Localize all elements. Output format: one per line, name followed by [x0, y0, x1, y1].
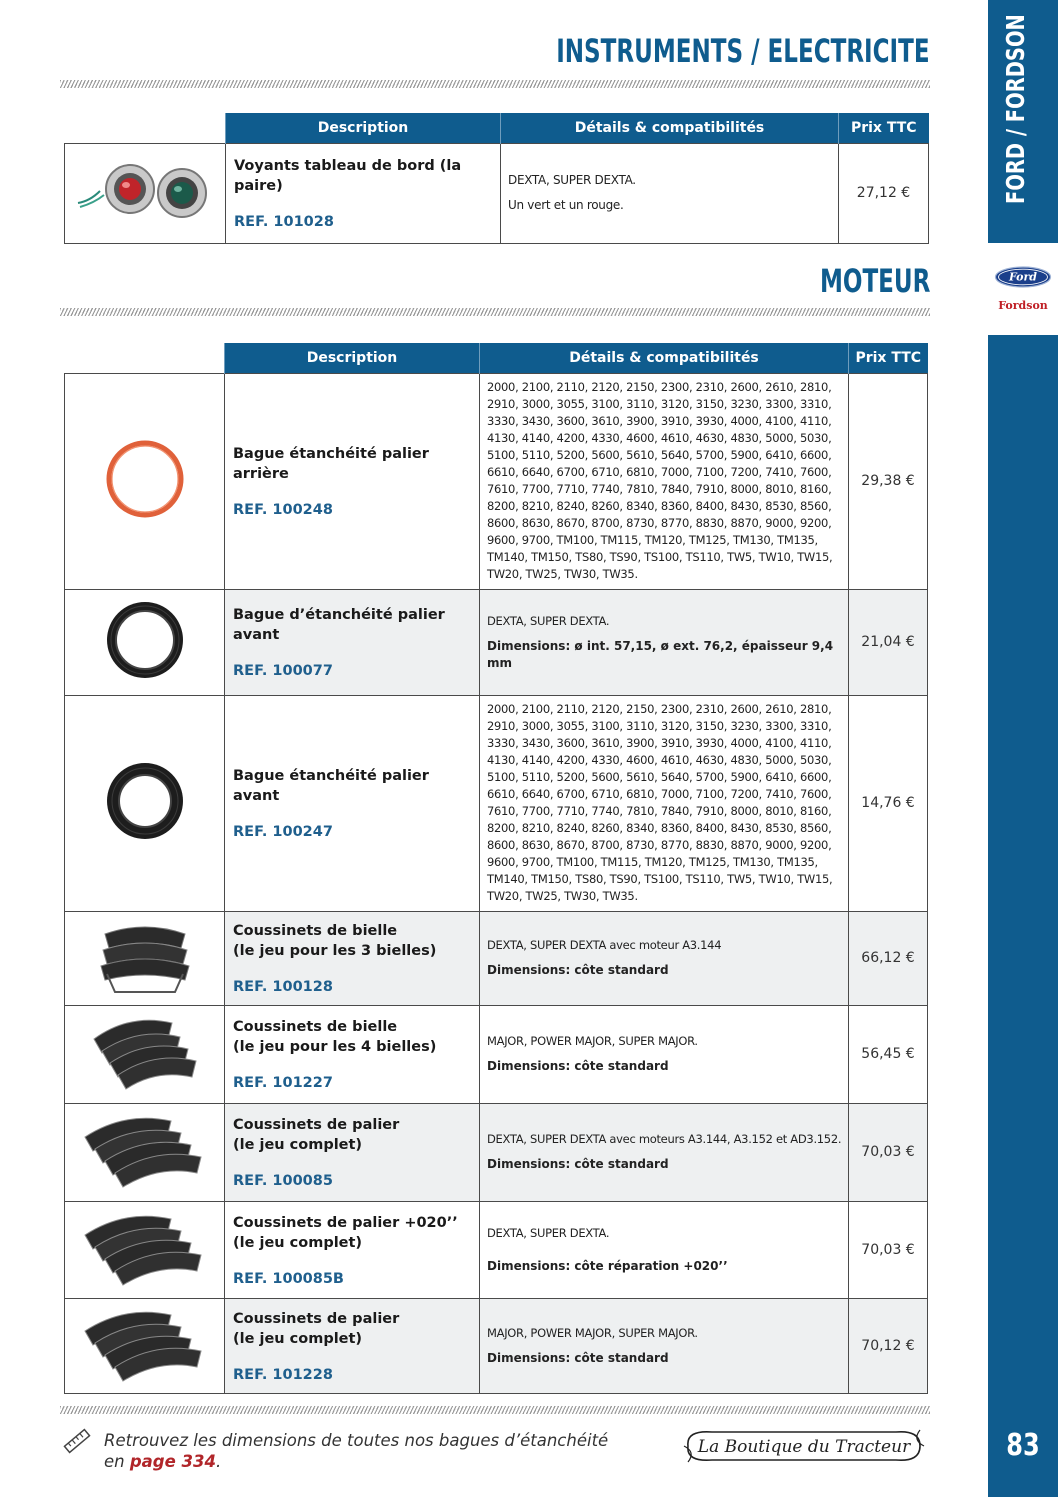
bearing-shells-image — [85, 914, 205, 998]
product-description — [225, 373, 480, 589]
product-name-detail: (le jeu complet) — [233, 1137, 363, 1153]
hatch-divider — [60, 1406, 930, 1414]
product-price: 29,38 € — [849, 373, 928, 589]
product-name: Bague d’étanchéité palier avant — [233, 607, 445, 643]
product-ref: REF. 101227 — [233, 1075, 333, 1091]
product-name: Voyants tableau de bord (la paire) — [234, 158, 462, 194]
dimensions-text: Dimensions: ø int. 57,15, ø ext. 76,2, épaisseur 9,4 mm — [487, 638, 834, 670]
product-details — [480, 373, 849, 589]
ford-badge-text: Ford — [1008, 270, 1038, 284]
product-image-cell — [65, 911, 225, 1005]
product-ref: REF. 100247 — [233, 824, 333, 840]
boutique-logo-text: La Boutique du Tracteur — [697, 1437, 911, 1457]
product-image-cell — [65, 1201, 225, 1298]
product-name: Coussinets de palier — [233, 1310, 400, 1327]
compatibility-text: DEXTA, SUPER DEXTA avec moteurs A3.144, A3.152 et AD3.152. — [487, 1132, 842, 1146]
product-details — [480, 1005, 849, 1103]
product-name: Coussinets de palier — [233, 1117, 400, 1133]
product-description — [226, 143, 501, 243]
product-price: 70,12 € — [849, 1298, 928, 1393]
table-row — [65, 1201, 928, 1298]
orange-seal-ring-image — [100, 434, 190, 524]
product-price: 70,03 € — [849, 1201, 928, 1298]
bearing-shells-image — [75, 1301, 215, 1387]
product-table-instruments — [64, 113, 929, 244]
side-bar — [988, 335, 1058, 1497]
hatch-divider — [60, 80, 930, 88]
product-name-detail: (le jeu pour les 4 bielles) — [233, 1039, 437, 1055]
header-details: Détails & compatibilités — [501, 113, 839, 143]
product-name-detail: (le jeu complet) — [233, 1330, 363, 1347]
compatibility-text: MAJOR, POWER MAJOR, SUPER MAJOR. — [487, 1325, 698, 1340]
product-image-cell — [65, 589, 225, 695]
table-row — [65, 373, 928, 589]
table-row — [65, 911, 928, 1005]
header-details: Détails & compatibilités — [480, 343, 849, 373]
product-ref: REF. 101228 — [233, 1366, 333, 1383]
product-description — [225, 911, 480, 1005]
footer-line-1: Retrouvez les dimensions de toutes nos bagues d’étanchéité — [104, 1431, 609, 1450]
product-description — [225, 1005, 480, 1103]
ford-badge-icon — [994, 266, 1052, 288]
compatibility-text: DEXTA, SUPER DEXTA. — [508, 173, 636, 187]
fordson-wordmark: Fordson — [998, 299, 1048, 312]
header-description: Description — [225, 343, 480, 373]
product-ref: REF. 100248 — [233, 502, 333, 518]
compatibility-text: DEXTA, SUPER DEXTA. — [487, 613, 610, 628]
dimensions-text: Dimensions: côte réparation +020’’ — [487, 1258, 728, 1273]
product-price: 56,45 € — [849, 1005, 928, 1103]
product-name: Coussinets de bielle — [233, 923, 398, 939]
product-price: 66,12 € — [849, 911, 928, 1005]
product-details — [480, 589, 849, 695]
header-spacer — [65, 113, 226, 143]
product-ref: REF. 100077 — [233, 663, 333, 679]
ruler-pencil-icon — [62, 1428, 92, 1454]
table-row — [65, 143, 929, 243]
header-price: Prix TTC — [839, 113, 929, 143]
product-description — [225, 1103, 480, 1201]
product-description — [225, 589, 480, 695]
dimensions-text: Dimensions: côte standard — [487, 1059, 669, 1073]
compatibility-text: DEXTA, SUPER DEXTA. — [487, 1225, 610, 1240]
black-oil-seal-image — [100, 756, 190, 846]
table-row — [65, 589, 928, 695]
bearing-shells-image — [75, 1205, 215, 1291]
product-name: Bague étanchéité palier arrière — [233, 446, 429, 482]
bearing-shells-image — [80, 1009, 210, 1095]
footer-suffix: . — [216, 1452, 222, 1471]
product-image-cell — [65, 143, 226, 243]
product-image-cell — [65, 1103, 225, 1201]
dimensions-text: Dimensions: côte standard — [487, 1350, 669, 1365]
product-details — [480, 1103, 849, 1201]
product-price: 27,12 € — [839, 143, 929, 243]
dimensions-text: Dimensions: côte standard — [487, 963, 669, 977]
product-description — [225, 695, 480, 911]
product-description — [225, 1298, 480, 1393]
indicator-lights-image — [70, 151, 220, 231]
product-image-cell — [65, 1298, 225, 1393]
compatibility-text: 2000, 2100, 2110, 2120, 2150, 2300, 2310, 2600, 2610, 2810, 2910, 3000, 3055, 3100, 3110, 3120, 3150, 3230, 3300, 3310, 3330, 3430, 3600, 3610, 3900, 3910, 3930, 4000, 4100, 4110, 4130, 4140, 4200, 4330, 4600, 4610, 4630, 4830, 5000, 5030, 5100, 5110, 5200, 5600, 5610, 5640, 5700, 5900, 6410, 6600, 6610, 6640, 6700, 6710, 6810, 7000, 7100, 7200, 7410, 7600, 7610, 7700, 7710, 7740, 7810, 7840, 7910, 8000, 8010, 8160, 8200, 8210, 8240, 8260, 8340, 8360, 8400, 8430, 8530, 8560, 8600, 8630, 8670, 8700, 8730, 8770, 8830, 8870, 9000, 9200, 9600, 9700, TM100, TM115, TM120, TM125, TM130, TM135, TM140, TM150, TS80, TS90, TS100, TS110, TW5, TW10, TW15, TW20, TW25, TW30, TW35. — [487, 702, 833, 903]
product-details — [480, 1298, 849, 1393]
product-image-cell — [65, 695, 225, 911]
product-ref: REF. 101028 — [234, 214, 334, 230]
compatibility-text: DEXTA, SUPER DEXTA avec moteur A3.144 — [487, 938, 722, 952]
footer-line-2 — [104, 1451, 608, 1472]
side-tab-label: FORD / FORDSON — [1001, 14, 1030, 204]
section-title-moteur: MOTEUR — [819, 262, 930, 300]
product-image-cell — [65, 373, 225, 589]
product-price: 70,03 € — [849, 1103, 928, 1201]
product-details — [480, 1201, 849, 1298]
boutique-logo — [682, 1422, 926, 1468]
product-name: Coussinets de bielle — [233, 1019, 398, 1035]
product-details — [480, 911, 849, 1005]
black-oil-seal-image — [100, 595, 190, 685]
dimensions-text: Dimensions: côte standard — [487, 1157, 669, 1171]
table-row — [65, 695, 928, 911]
product-name: Coussinets de palier +020’’ — [233, 1214, 458, 1231]
table-row — [65, 1103, 928, 1201]
section-title-instruments: INSTRUMENTS / ELECTRICITE — [556, 32, 930, 70]
bearing-shells-image — [75, 1107, 215, 1193]
compatibility-text: MAJOR, POWER MAJOR, SUPER MAJOR. — [487, 1034, 698, 1048]
header-spacer — [65, 343, 225, 373]
product-price: 21,04 € — [849, 589, 928, 695]
header-description: Description — [226, 113, 501, 143]
product-details — [480, 695, 849, 911]
product-details — [501, 143, 839, 243]
page-link[interactable]: page 334 — [129, 1452, 216, 1471]
footer-prefix: en — [104, 1452, 130, 1471]
product-ref: REF. 100085B — [233, 1270, 344, 1287]
header-price: Prix TTC — [849, 343, 928, 373]
product-price: 14,76 € — [849, 695, 928, 911]
product-table-moteur — [64, 343, 928, 1394]
product-name-detail: (le jeu complet) — [233, 1234, 363, 1251]
table-row — [65, 1005, 928, 1103]
page-number: 83 — [1006, 1428, 1040, 1463]
table-row — [65, 1298, 928, 1393]
product-name: Bague étanchéité palier avant — [233, 768, 429, 804]
product-ref: REF. 100085 — [233, 1173, 333, 1189]
compatibility-text: 2000, 2100, 2110, 2120, 2150, 2300, 2310, 2600, 2610, 2810, 2910, 3000, 3055, 3100, 3110, 3120, 3150, 3230, 3300, 3310, 3330, 3430, 3600, 3610, 3900, 3910, 3930, 4000, 4100, 4110, 4130, 4140, 4200, 4330, 4600, 4610, 4630, 4830, 5000, 5030, 5100, 5110, 5200, 5600, 5610, 5640, 5700, 5900, 6410, 6600, 6610, 6640, 6700, 6710, 6810, 7000, 7100, 7200, 7410, 7600, 7610, 7700, 7710, 7740, 7810, 7840, 7910, 8000, 8010, 8160, 8200, 8210, 8240, 8260, 8340, 8360, 8400, 8430, 8530, 8560, 8600, 8630, 8670, 8700, 8730, 8770, 8830, 8870, 9000, 9200, 9600, 9700, TM100, TM115, TM120, TM125, TM130, TM135, TM140, TM150, TS80, TS90, TS100, TS110, TW5, TW10, TW15, TW20, TW25, TW30, TW35. — [487, 380, 833, 581]
details-note: Un vert et un rouge. — [508, 198, 624, 212]
product-ref: REF. 100128 — [233, 979, 333, 995]
footer-note — [104, 1430, 608, 1472]
product-name-detail: (le jeu pour les 3 bielles) — [233, 943, 437, 959]
product-description — [225, 1201, 480, 1298]
product-image-cell — [65, 1005, 225, 1103]
hatch-divider — [60, 308, 930, 316]
